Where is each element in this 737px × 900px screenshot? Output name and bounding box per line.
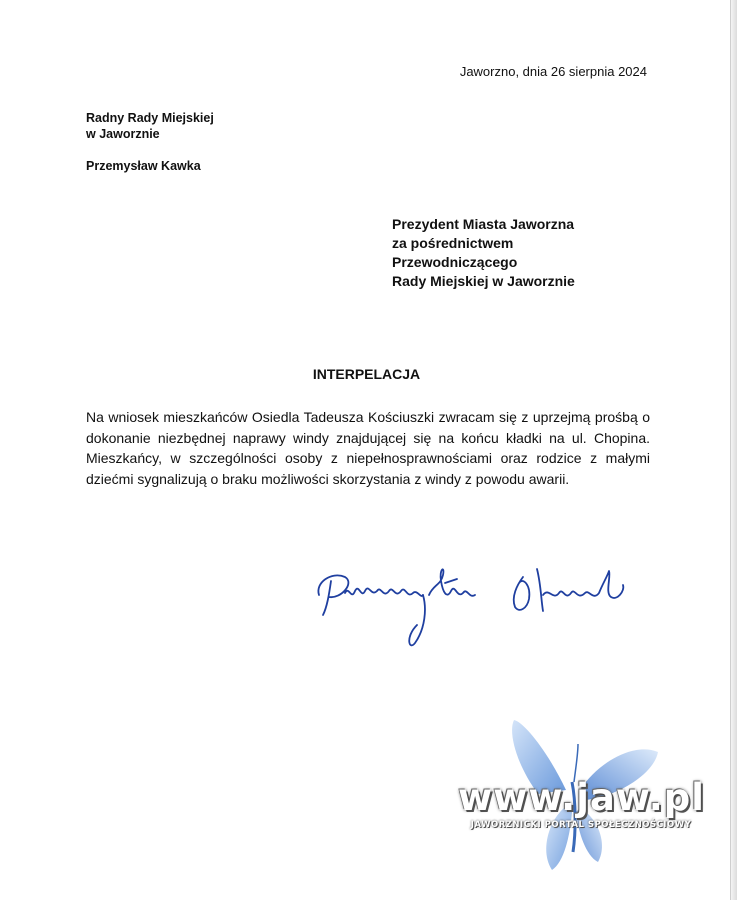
watermark-tagline: JAWORZNICKI PORTAL SPOŁECZNOŚCIOWY bbox=[470, 820, 692, 830]
document-body: Na wniosek mieszkańców Osiedla Tadeusza Kościuszki zwracam się z uprzejmą prośbą o dokonanie niezbędnej naprawy windy znajdującej się na końcu kładki na ul. Chopina. Mieszkańcy, w szczególności osoby z niepełnosprawnościami oraz rodzice z małymi dziećmi sygnalizują o braku możliwości skorzystania z windy z powodu awarii. bbox=[86, 409, 650, 487]
handwritten-signature bbox=[305, 555, 645, 665]
recipient-line-3: Przewodniczącego bbox=[392, 254, 518, 270]
recipient-line-4: Rady Miejskiej w Jaworznie bbox=[392, 273, 575, 289]
watermark-site: www.jaw.pl bbox=[458, 776, 705, 819]
sender-line-2: w Jaworznie bbox=[86, 127, 160, 141]
document-title: INTERPELACJA bbox=[312, 366, 421, 382]
sender-line-1: Radny Rady Miejskiej bbox=[86, 111, 214, 125]
page-edge bbox=[730, 0, 737, 900]
sender-block bbox=[86, 110, 214, 174]
letter-date: Jaworzno, dnia 26 sierpnia 2024 bbox=[459, 64, 647, 79]
recipient-block bbox=[392, 215, 575, 291]
recipient-line-1: Prezydent Miasta Jaworzna bbox=[392, 216, 575, 232]
sender-name: Przemysław Kawka bbox=[86, 159, 201, 173]
recipient-line-2: za pośrednictwem bbox=[392, 235, 514, 251]
